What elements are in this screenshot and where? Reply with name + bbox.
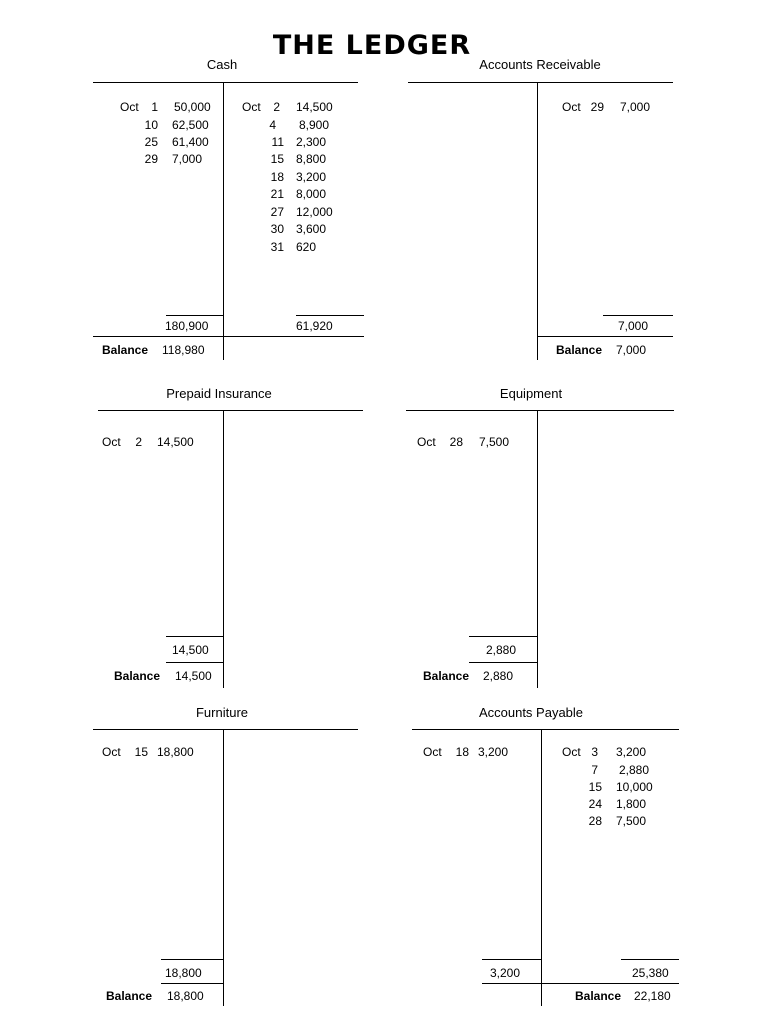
entry-amount: 7,500 (479, 435, 510, 449)
entry-day: 15 (588, 780, 602, 794)
entry-month: Oct (102, 435, 121, 449)
t-account-divider (223, 729, 224, 1006)
entry-month: Oct (423, 745, 442, 759)
entry-amount: 3,600 (296, 222, 327, 236)
entry-day: 1 (151, 100, 158, 114)
t-account-divider (223, 82, 224, 360)
debit-total: 2,880 (486, 643, 517, 657)
balance-value: 14,500 (175, 669, 212, 683)
entry-day: 2 (135, 435, 142, 449)
balance-value: 118,980 (162, 343, 205, 357)
balance-rule (93, 336, 364, 337)
balance-value: 18,800 (167, 989, 204, 1003)
entry-month: Oct (562, 100, 581, 114)
entry-day: 28 (588, 814, 602, 828)
entry-amount: 14,500 (157, 435, 194, 449)
debit-total: 14,500 (172, 643, 209, 657)
entry-amount: 61,400 (172, 135, 209, 149)
balance-label: Balance (423, 669, 470, 683)
entry-amount: 8,800 (296, 152, 327, 166)
balance-rule (161, 983, 223, 984)
entry-month: Oct (102, 745, 121, 759)
entry-amount: 620 (296, 240, 317, 254)
entry-month: Oct (120, 100, 139, 114)
t-account-top-rule (93, 82, 358, 83)
entry-amount: 7,000 (172, 152, 203, 166)
entry-amount: 3,200 (616, 745, 647, 759)
total-rule (621, 959, 679, 960)
balance-label: Balance (106, 989, 153, 1003)
account-name: Accounts Payable (478, 705, 584, 720)
total-rule (603, 315, 673, 316)
entry-amount: 3,200 (478, 745, 509, 759)
balance-value: 2,880 (483, 669, 514, 683)
t-account-divider (537, 82, 538, 360)
entry-day: 4 (269, 118, 276, 132)
entry-day: 21 (270, 187, 284, 201)
entry-day: 10 (144, 118, 158, 132)
debit-total: 18,800 (165, 966, 202, 980)
entry-amount: 3,200 (296, 170, 327, 184)
account-name: Furniture (195, 705, 249, 720)
entry-month: Oct (417, 435, 436, 449)
entry-day: 15 (270, 152, 284, 166)
entry-day: 18 (270, 170, 284, 184)
total-rule (166, 636, 223, 637)
entry-day: 28 (449, 435, 463, 449)
entry-day: 3 (591, 745, 598, 759)
entry-amount: 2,300 (296, 135, 327, 149)
entry-amount: 10,000 (616, 780, 653, 794)
entry-amount: 14,500 (296, 100, 333, 114)
entry-day: 27 (270, 205, 284, 219)
credit-total: 61,920 (296, 319, 333, 333)
entry-day: 11 (271, 135, 284, 149)
total-rule (166, 315, 223, 316)
debit-total: 3,200 (490, 966, 521, 980)
total-rule (482, 959, 541, 960)
entry-amount: 18,800 (157, 745, 194, 759)
balance-label: Balance (102, 343, 149, 357)
t-account-divider (223, 410, 224, 688)
balance-label: Balance (575, 989, 622, 1003)
entry-day: 7 (591, 763, 598, 777)
balance-label: Balance (114, 669, 161, 683)
t-account-top-rule (93, 729, 358, 730)
entry-day: 2 (273, 100, 280, 114)
entry-amount: 2,880 (619, 763, 650, 777)
entry-day: 18 (455, 745, 469, 759)
entry-amount: 1,800 (616, 797, 647, 811)
balance-value: 7,000 (616, 343, 647, 357)
entry-day: 30 (270, 222, 284, 236)
entry-day: 24 (588, 797, 602, 811)
entry-month: Oct (242, 100, 261, 114)
page-title: THE LEDGER (272, 30, 472, 61)
t-account-divider (537, 410, 538, 688)
total-rule (296, 315, 364, 316)
debit-total: 180,900 (165, 319, 209, 333)
entry-day: 29 (144, 152, 158, 166)
entry-amount: 7,500 (616, 814, 647, 828)
total-rule (161, 959, 223, 960)
account-name: Accounts Receivable (479, 57, 601, 72)
t-account-divider (541, 729, 542, 1006)
t-account-top-rule (412, 729, 679, 730)
account-name: Equipment (499, 386, 563, 401)
entry-amount: 62,500 (172, 118, 209, 132)
account-name: Prepaid Insurance (166, 386, 272, 401)
balance-rule (166, 662, 223, 663)
entry-month: Oct (562, 745, 581, 759)
t-account-top-rule (406, 410, 674, 411)
balance-rule (537, 336, 673, 337)
account-name: Cash (206, 57, 238, 72)
credit-total: 7,000 (618, 319, 649, 333)
entry-day: 31 (270, 240, 284, 254)
entry-amount: 7,000 (620, 100, 651, 114)
entry-amount: 12,000 (296, 205, 333, 219)
entry-amount: 8,000 (296, 187, 327, 201)
balance-label: Balance (556, 343, 603, 357)
balance-rule (469, 662, 537, 663)
balance-rule (482, 983, 679, 984)
entry-day: 25 (144, 135, 158, 149)
entry-day: 15 (134, 745, 148, 759)
entry-amount: 50,000 (174, 100, 211, 114)
t-account-top-rule (408, 82, 673, 83)
balance-value: 22,180 (634, 989, 671, 1003)
entry-day: 29 (590, 100, 604, 114)
t-account-top-rule (98, 410, 363, 411)
total-rule (469, 636, 537, 637)
credit-total: 25,380 (632, 966, 669, 980)
entry-amount: 8,900 (299, 118, 330, 132)
